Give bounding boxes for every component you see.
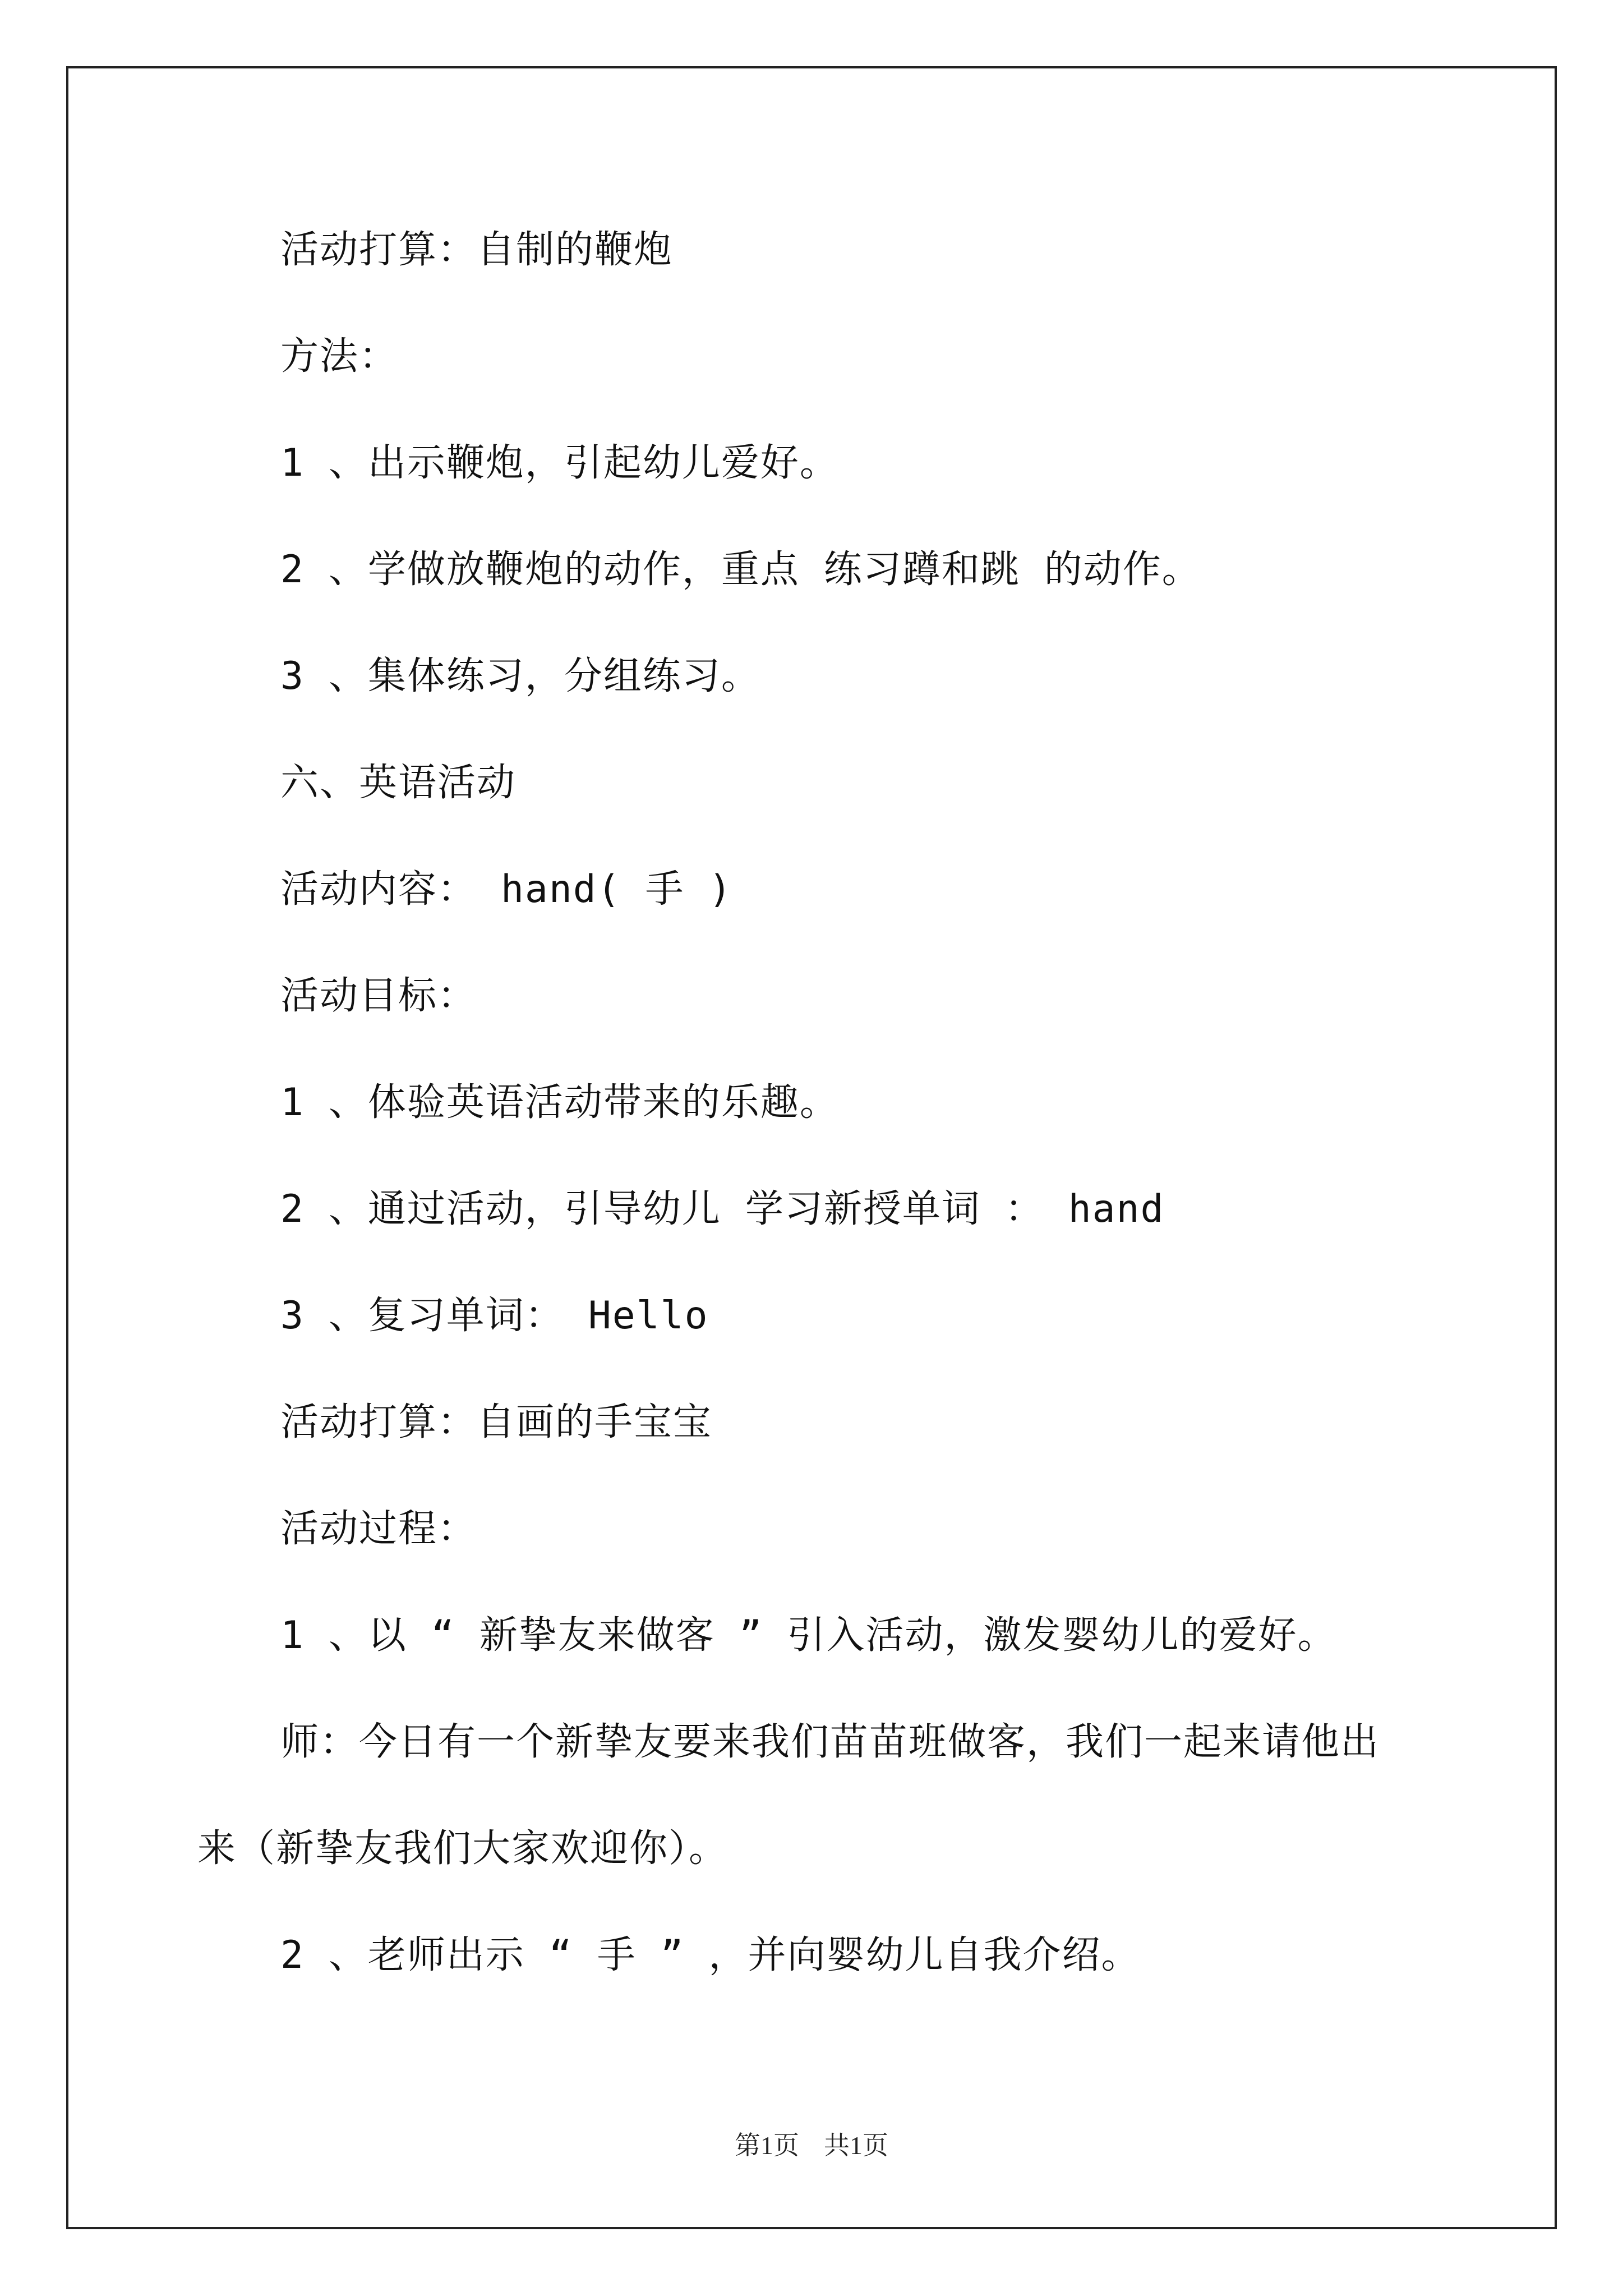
page-border bbox=[66, 66, 1557, 2229]
text-line: 2 、老师出示 “ 手 ” ，并向婴幼儿自我介绍。 bbox=[280, 1933, 1141, 1977]
text-line: 1 、体验英语活动带来的乐趣。 bbox=[280, 1080, 839, 1125]
text-line: 活动目标： bbox=[280, 974, 477, 1018]
text-line: 活动内容： hand( 手 ) bbox=[280, 867, 733, 912]
text-line: 方法： bbox=[280, 334, 399, 379]
text-line: 1 、出示鞭炮，引起幼儿爱好。 bbox=[280, 441, 839, 485]
text-line: 3 、集体练习，分组练习。 bbox=[280, 654, 760, 698]
text-line: 师：今日有一个新挚友要来我们苗苗班做客，我们一起来请他出 bbox=[280, 1720, 1380, 1764]
page-footer bbox=[0, 2125, 1623, 2162]
text-line: 2 、通过活动，引导幼儿 学习新授单词 ： hand bbox=[280, 1187, 1165, 1231]
page-number: 第1页 bbox=[735, 2131, 799, 2160]
page-total: 共1页 bbox=[824, 2131, 888, 2160]
section-heading: 六、英语活动 bbox=[280, 761, 517, 805]
text-line: 活动打算：自制的鞭炮 bbox=[280, 228, 674, 272]
text-line: 来（新挚友我们大家欢迎你）。 bbox=[197, 1826, 728, 1871]
text-line: 1 、以 “ 新挚友来做客 ” 引入活动，激发婴幼儿的爱好。 bbox=[280, 1613, 1337, 1658]
text-line: 活动打算：自画的手宝宝 bbox=[280, 1400, 713, 1444]
text-line: 活动过程： bbox=[280, 1507, 477, 1551]
text-line: 3 、复习单词： Hello bbox=[280, 1294, 709, 1338]
text-line: 2 、学做放鞭炮的动作，重点 练习蹲和跳 的动作。 bbox=[280, 547, 1201, 592]
